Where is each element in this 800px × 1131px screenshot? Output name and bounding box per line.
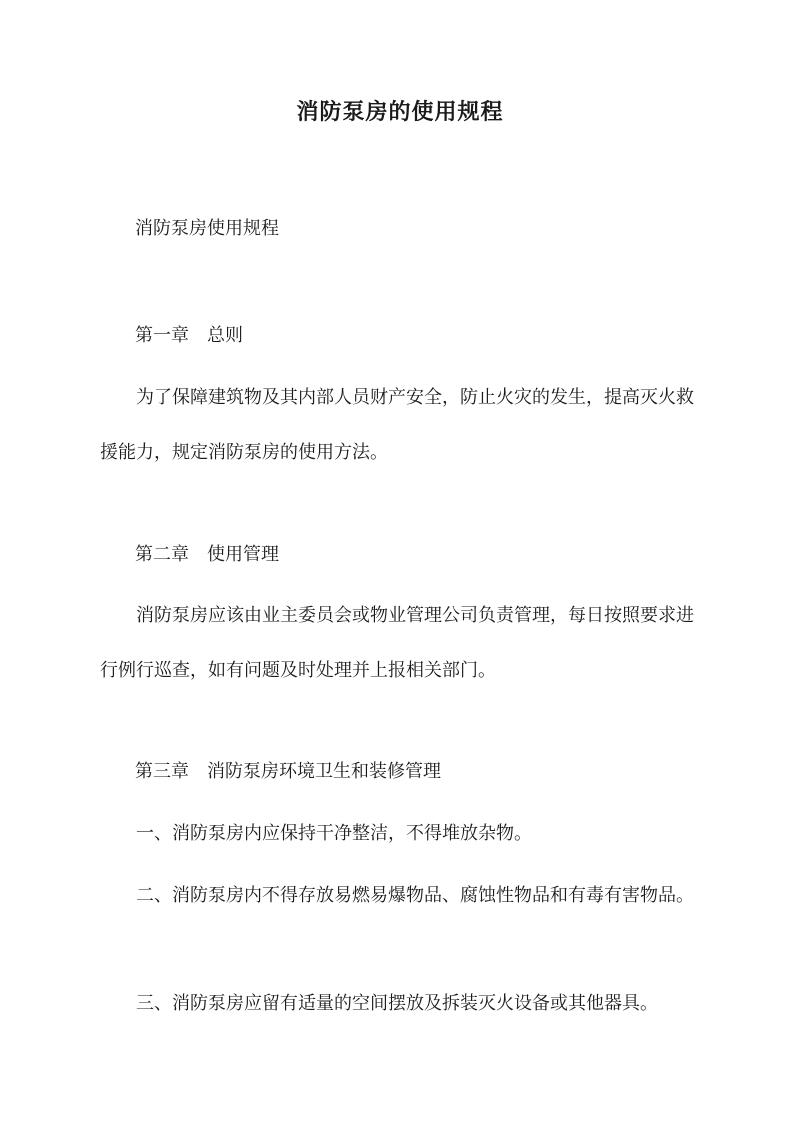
- chapter-heading: [135, 541, 279, 569]
- chapter-title: 使用管理: [207, 544, 279, 565]
- paragraph: 为了保障建筑物及其内部人员财产安全，防止火灾的发生，提高灭火救援能力，规定消防泵房的使用方法。: [100, 387, 694, 463]
- chapter-heading: [135, 322, 243, 350]
- document-subtitle: 消防泵房使用规程: [135, 218, 279, 239]
- paragraph: 三、消防泵房应留有适量的空间摆放及拆装灭火设备或其他器具。: [136, 993, 658, 1014]
- chapter-heading: [135, 758, 441, 786]
- paragraph: 二、消防泵房内不得存放易燃易爆物品、腐蚀性物品和有毒有害物品。: [136, 885, 694, 906]
- chapter-number: 第三章: [135, 761, 189, 782]
- paragraph: 消防泵房应该由业主委员会或物业管理公司负责管理，每日按照要求进行例行巡查，如有问题及时处理并上报相关部门。: [100, 605, 694, 681]
- document-title: 消防泵房的使用规程: [296, 99, 504, 125]
- chapter-number: 第一章: [135, 325, 189, 346]
- chapter-title: 总则: [207, 325, 243, 346]
- chapter-number: 第二章: [135, 544, 189, 565]
- paragraph: 一、消防泵房内应保持干净整洁，不得堆放杂物。: [136, 823, 532, 844]
- chapter-title: 消防泵房环境卫生和装修管理: [207, 761, 441, 782]
